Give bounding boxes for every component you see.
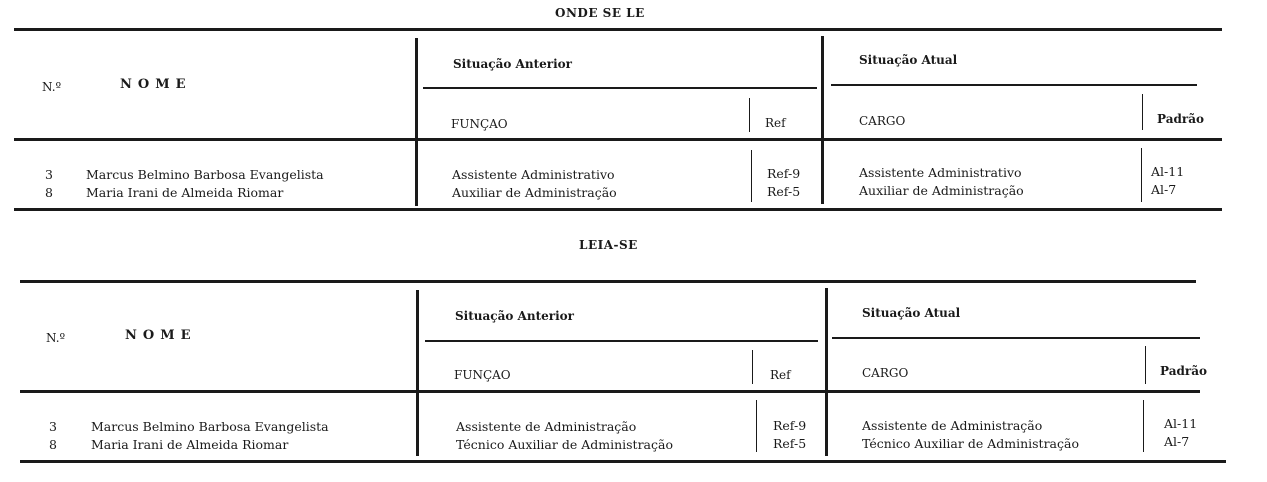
- column-rule: [1145, 346, 1146, 384]
- cell-padrao: Al-7: [1151, 182, 1177, 197]
- column-rule: [415, 38, 418, 206]
- cell-num: 3: [49, 419, 57, 434]
- cell-funcao: Assistente de Administração: [456, 419, 637, 434]
- column-rule: [1142, 94, 1143, 130]
- header-cargo: CARGO: [859, 114, 906, 128]
- divider: [14, 208, 1222, 211]
- cell-ref: Ref-5: [773, 436, 807, 451]
- header-padrao: Padrão: [1160, 364, 1207, 378]
- cell-padrao: Al-11: [1151, 164, 1185, 179]
- header-situacao-atual: Situação Atual: [862, 306, 961, 320]
- cell-nome: Marcus Belmino Barbosa Evangelista: [91, 419, 329, 434]
- cell-nome: Marcus Belmino Barbosa Evangelista: [86, 167, 324, 182]
- column-rule: [825, 288, 828, 456]
- header-padrao: Padrão: [1157, 112, 1204, 126]
- header-nome: NOME: [120, 77, 192, 92]
- divider: [14, 138, 1222, 141]
- column-rule: [751, 150, 752, 202]
- divider: [423, 87, 817, 89]
- cell-funcao: Auxiliar de Administração: [452, 185, 617, 200]
- divider: [14, 28, 1222, 31]
- cell-num: 8: [45, 185, 53, 200]
- cell-nome: Maria Irani de Almeida Riomar: [91, 437, 289, 452]
- header-situacao-anterior: Situação Anterior: [453, 57, 572, 71]
- header-funcao: FUNÇAO: [454, 368, 511, 382]
- header-ref: Ref: [770, 368, 791, 382]
- column-rule: [1141, 148, 1142, 202]
- section-title: LEIA-SE: [579, 238, 638, 252]
- cell-ref: Ref-5: [767, 184, 801, 199]
- cell-cargo: Técnico Auxiliar de Administração: [862, 436, 1079, 451]
- column-rule: [821, 36, 824, 204]
- cell-ref: Ref-9: [767, 166, 801, 181]
- cell-funcao: Assistente Administrativo: [452, 167, 615, 182]
- cell-padrao: Al-7: [1164, 434, 1190, 449]
- header-num: N.º: [46, 331, 66, 345]
- cell-cargo: Assistente Administrativo: [859, 165, 1022, 180]
- section-title: ONDE SE LE: [555, 6, 645, 20]
- column-rule: [752, 350, 753, 384]
- header-situacao-anterior: Situação Anterior: [455, 309, 574, 323]
- header-ref: Ref: [765, 116, 786, 130]
- header-cargo: CARGO: [862, 366, 909, 380]
- cell-padrao: Al-11: [1164, 416, 1198, 431]
- column-rule: [1143, 400, 1144, 452]
- divider: [20, 460, 1226, 463]
- cell-cargo: Auxiliar de Administração: [859, 183, 1024, 198]
- divider: [20, 390, 1200, 393]
- header-num: N.º: [42, 80, 62, 94]
- cell-cargo: Assistente de Administração: [862, 418, 1043, 433]
- header-situacao-atual: Situação Atual: [859, 53, 958, 67]
- cell-ref: Ref-9: [773, 418, 807, 433]
- column-rule: [416, 290, 419, 456]
- divider: [20, 280, 1196, 283]
- header-nome: NOME: [125, 328, 197, 343]
- column-rule: [756, 400, 757, 452]
- divider: [831, 84, 1197, 86]
- cell-nome: Maria Irani de Almeida Riomar: [86, 185, 284, 200]
- cell-num: 8: [49, 437, 57, 452]
- divider: [425, 340, 818, 342]
- column-rule: [749, 98, 750, 132]
- divider: [832, 337, 1200, 339]
- cell-num: 3: [45, 167, 53, 182]
- cell-funcao: Técnico Auxiliar de Administração: [456, 437, 673, 452]
- header-funcao: FUNÇAO: [451, 117, 508, 131]
